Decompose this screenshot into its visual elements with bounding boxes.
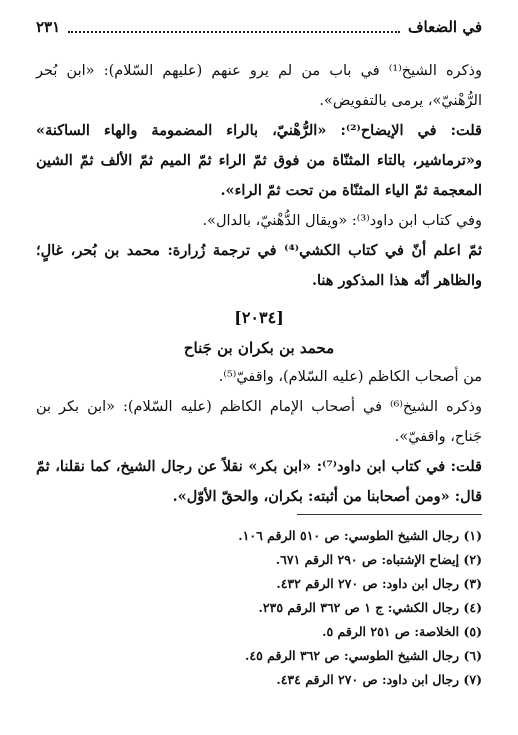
footnote: (٤) رجال الكشي: ج ١ ص ٣٦٢ الرقم ٢٣٥. <box>258 600 482 615</box>
page-body <box>36 56 482 512</box>
footnotes <box>36 524 482 692</box>
footnote-separator <box>297 514 482 515</box>
header-title: في الضعاف <box>408 18 482 36</box>
running-header <box>36 14 482 40</box>
entry-name: محمد بن بكران بن جَناح <box>183 339 335 357</box>
paragraph: قلت: في الإيضاح⁽²⁾: «الرُّهْنيّ، بالراء المضمومة والهاء الساكنة» و«ترماشير، بالتاء المثنّاة من فوق ثمّ الراء ثمّ الميم ثمّ الألف ثمّ الشين المعجمة ثمّ الياء المثنّاة من تحت ثمّ الراء». <box>36 122 482 199</box>
footnote: (٥) الخلاصة: ص ٢٥١ الرقم ٥. <box>322 624 482 639</box>
footnote: (٦) رجال الشيخ الطوسي: ص ٣٦٢ الرقم ٤٥. <box>245 648 482 663</box>
paragraph: وذكره الشيخ⁽⁶⁾ في أصحاب الإمام الكاظم (عليه السّلام): «ابن بكر بن جَناح، واقفيّ». <box>36 399 482 445</box>
page-number: ٢٣١ <box>36 18 61 36</box>
footnote: (٧) رجال ابن داود: ص ٢٧٠ الرقم ٤٣٤. <box>276 672 482 687</box>
paragraph: من أصحاب الكاظم (عليه السّلام)، واقفيّ⁽⁵⁾. <box>218 369 482 385</box>
paragraph: ثمّ اعلم أنّ في كتاب الكشي⁽⁴⁾ في ترجمة زُرارة: محمد بن بُحر، غالٍ؛ والظاهر أنّه هذا المذكور هنا. <box>36 242 482 289</box>
paragraph: وفي كتاب ابن داود⁽³⁾: «ويقال الدُّهْنيّ، بالدال». <box>202 213 482 229</box>
entry-number: [٢٠٣٤] <box>234 308 284 327</box>
paragraph: قلت: في كتاب ابن داود⁽⁷⁾: «ابن بكر» نقلاً عن رجال الشيخ، كما نقلنا، ثمّ قال: «ومن أصحابنا من أثبته: بكران، والحقّ الأوّل». <box>36 458 482 505</box>
footnote: (٣) رجال ابن داود: ص ٢٧٠ الرقم ٤٣٢. <box>276 576 482 591</box>
footnote: (٢) إيضاح الإشتباه: ص ٢٩٠ الرقم ٦٧١. <box>275 552 482 567</box>
paragraph: وذكره الشيخ⁽¹⁾ في باب من لم يرو عنهم (عليهم السّلام): «ابن بُحر الرُّهْنيّ»، يرمى بالتفويض». <box>36 63 482 109</box>
footnote: (١) رجال الشيخ الطوسي: ص ٥١٠ الرقم ١٠٦. <box>238 528 482 543</box>
header-dot-leader <box>68 21 400 33</box>
